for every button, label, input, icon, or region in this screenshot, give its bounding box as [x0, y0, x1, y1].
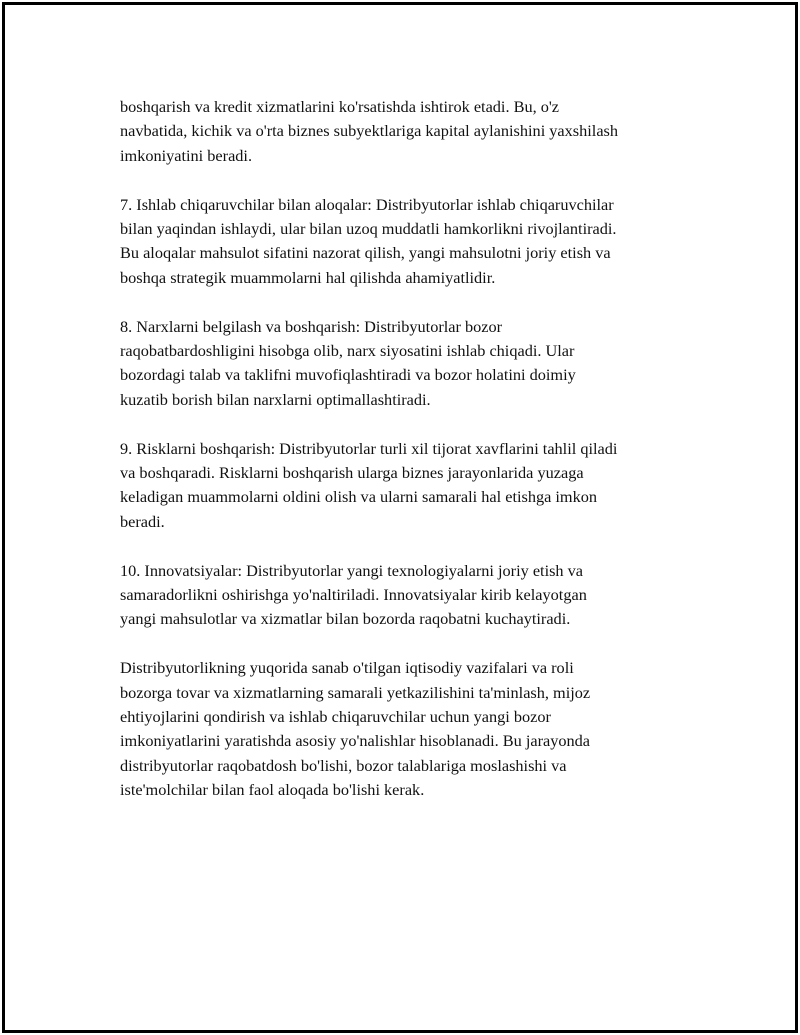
paragraph-item-7: 7. Ishlab chiqaruvchilar bilan aloqalar: Distribyutorlar ishlab chiqaruvchilar bilan yaqindan ishlaydi, ular bilan uzoq muddatli hamkorlikni rivojlantiradi. Bu aloqalar mahsulot sifatini nazorat qilish, yangi mahsulotni joriy etish va boshqa strategik muammolarni hal qilishda ahamiyatlidir.: [120, 194, 617, 287]
paragraph-conclusion: Distribyutorlikning yuqorida sanab o'tilgan iqtisodiy vazifalari va roli bozorga tovar va xizmatlarning samarali yetkazilishini ta'minlash, mijoz ehtiyojlarini qondirish va ishlab chiqaruvchilar uchun yangi bozor imkoniyatlarini yaratishda asosiy yo'nalishlar hisoblanadi. Bu jarayonda distribyutorlar raqobatdosh bo'lishi, bozor talablariga moslashishi va iste'molchilar bilan faol aloqada bo'lishi kerak.: [120, 658, 591, 800]
document-body: [120, 95, 705, 827]
paragraph-item-8: 8. Narxlarni belgilash va boshqarish: Distribyutorlar bozor raqobatbardoshligini hisobga olib, narx siyosatini ishlab chiqadi. Ular bozordagi talab va taklifni muvofiqlashtiradi va bozor holatini doimiy kuzatib borish bilan narxlarni optimallashtiradi.: [120, 316, 576, 409]
paragraph-item-9: 9. Risklarni boshqarish: Distribyutorlar turli xil tijorat xavflarini tahlil qiladi va boshqaradi. Risklarni boshqarish ularga biznes jarayonlarida yuzaga keladigan muammolarni oldini olish va ularni samarali hal etishga imkon beradi.: [120, 438, 618, 531]
page-frame: [2, 2, 798, 1033]
paragraph-item-10: 10. Innovatsiyalar: Distribyutorlar yangi texnologiyalarni joriy etish va samaradorlikni oshirishga yo'naltiriladi. Innovatsiyalar kirib kelayotgan yangi mahsulotlar va xizmatlar bilan bozorda raqobatni kuchaytiradi.: [120, 560, 587, 629]
paragraph-continuation: boshqarish va kredit xizmatlarini ko'rsatishda ishtirok etadi. Bu, o'z navbatida, kichik va o'rta biznes subyektlariga kapital aylanishini yaxshilash imkoniyatini beradi.: [120, 97, 619, 165]
